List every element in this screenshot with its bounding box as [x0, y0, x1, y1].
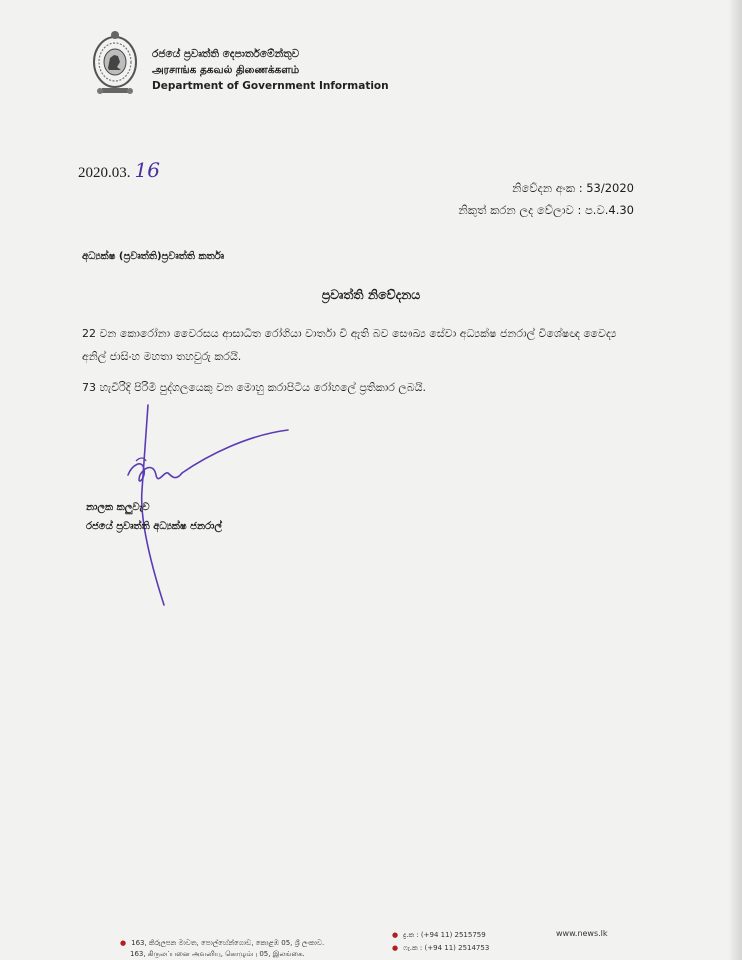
phone-bullet-icon: ● [392, 931, 399, 939]
department-name-sinhala: රජයේ ප්‍රවෘත්ති දෙපාර්තමේන්තුව [152, 48, 300, 60]
release-reference [458, 177, 634, 221]
page-edge-shadow [728, 0, 742, 960]
department-name-english: Department of Government Information [152, 80, 389, 92]
release-number: නිවේදන අංක : 53/2020 [512, 181, 634, 195]
letter-date [78, 158, 160, 182]
footer-address [120, 938, 324, 960]
signatory-title: රජයේ ප්‍රවෘත්ති අධ්‍යක්ෂ ජනරාල් [86, 521, 223, 532]
bullet-icon: ● [120, 939, 127, 947]
footer-website: www.news.lk [556, 929, 608, 938]
sri-lanka-emblem-icon [90, 28, 140, 100]
footer-phone: දු.ක : (+94 11) 2515759 [403, 931, 486, 939]
footer-address-line-1: 163, කිරුලපන මාවත, පොල්හේන්ගොඩ, කොළඹ 05, ශ්‍රී ලංකාව. [131, 939, 325, 947]
letter-footer [0, 926, 742, 960]
signatory-block [86, 498, 222, 536]
date-handwritten-day: 16 [134, 158, 160, 182]
footer-address-line-2: 163, கிருலப்பனை அவனியு, கொழும்பு 05, இலங்கை. [130, 950, 305, 958]
fax-bullet-icon: ● [392, 944, 399, 952]
signatory-name: නාලක කලුවැව [86, 502, 150, 513]
letterhead [152, 46, 389, 94]
footer-contacts [392, 929, 489, 955]
department-name-tamil: அரசாங்க தகவல் திணைக்களம் [152, 64, 300, 76]
date-printed: 2020.03. [78, 165, 131, 181]
body-paragraph-1: 22 වන කොරෝනා වෛරසය ආසාධිත රෝගියා වාර්තා වී ඇති බව සෞඛ්‍ය සේවා අධ්‍යක්ෂ ජනරාල් විශේෂඥ වෛද්‍ය අනිල් ජාසිංහ මහතා තහවුරු කරයි. [82, 327, 617, 363]
footer-fax: ෆැ.ක : (+94 11) 2514753 [403, 944, 490, 952]
body-paragraph-2: 73 හැවිරිදි පිරිමි පුද්ගලයෙකු වන මොහු කරාපිටිය රෝහලේ ප්‍රතිකාර ලබයි. [82, 381, 427, 394]
release-time: නිකුත් කරන ලද වේලාව : ප.ව.4.30 [458, 203, 634, 217]
addressee: අධ්‍යක්ෂ (ප්‍රවෘත්ති)ප්‍රවෘත්ති කර්තෘ [82, 251, 225, 262]
document-heading: ප්‍රවෘත්ති නිවේදනය [321, 287, 421, 302]
